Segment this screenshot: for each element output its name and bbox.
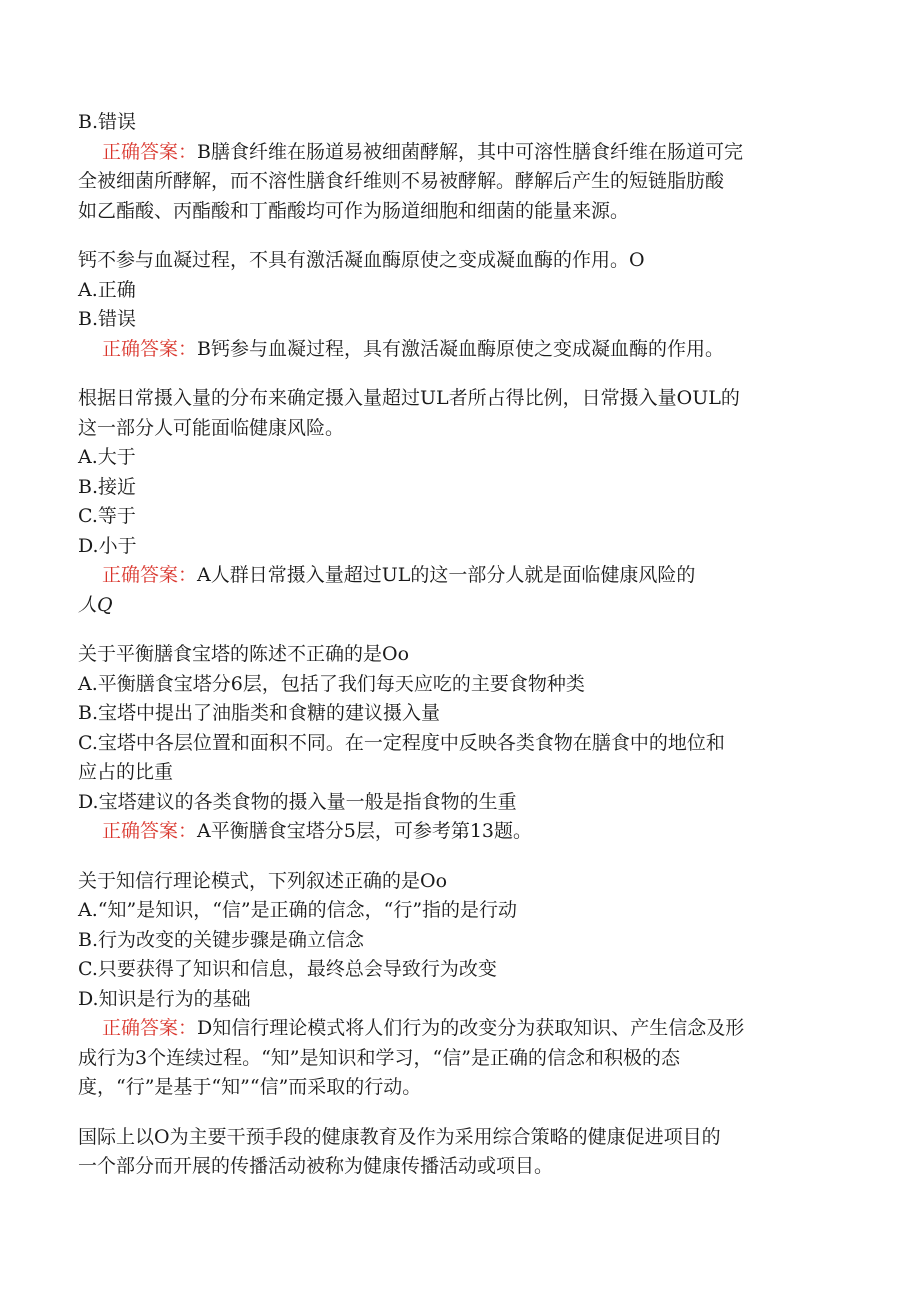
option-c-continued: 应占的比重 <box>78 761 174 783</box>
answer-label: 正确答案： <box>102 564 198 586</box>
option-a: A.大于 <box>78 446 136 468</box>
answer-text: A人群日常摄入量超过UL的这一部分人就是面临健康风险的 <box>197 564 696 586</box>
answer-line <box>78 561 838 591</box>
answer-text-continued: 成行为3个连续过程。“知”是知识和学习，“信”是正确的信念和积极的态 <box>78 1046 680 1069</box>
answer-text: B钙参与血凝过程，具有激活凝血酶原使之变成凝血酶的作用。 <box>197 337 724 360</box>
option-d: D.知识是行为的基础 <box>78 987 251 1010</box>
question-block-1 <box>78 108 838 226</box>
answer-text-continued: 人Q <box>78 593 113 616</box>
answer-label: 正确答案： <box>102 820 198 842</box>
question-text: 关于知信行理论模式，下列叙述正确的是Oo <box>78 869 448 892</box>
option-b: B.错误 <box>78 308 137 330</box>
option-b: B.行为改变的关键步骤是确立信念 <box>78 928 365 951</box>
option-b: B.接近 <box>78 475 137 498</box>
option-c: C.只要获得了知识和信息，最终总会导致行为改变 <box>78 958 497 980</box>
option-a: A.“知”是知识，“信”是正确的信念，“行”指的是行动 <box>78 899 518 921</box>
question-text: 钙不参与血凝过程，不具有激活凝血酶原使之变成凝血酶的作用。O <box>78 249 645 271</box>
question-block-6 <box>78 1123 838 1182</box>
option-d: D.小于 <box>78 534 137 557</box>
option-a: A.平衡膳食宝塔分6层，包括了我们每天应吃的主要食物种类 <box>78 672 585 695</box>
answer-text-continued: 度，“行”是基于“知”“信”而采取的行动。 <box>78 1076 422 1098</box>
question-block-3 <box>78 384 838 620</box>
answer-text: B膳食纤维在肠道易被细菌酵解，其中可溶性膳食纤维在肠道可完 <box>197 140 743 163</box>
question-block-2 <box>78 246 838 364</box>
option-c: C.等于 <box>78 505 136 527</box>
answer-text: A平衡膳食宝塔分5层，可参考第13题。 <box>197 820 533 842</box>
option-b: B.错误 <box>78 111 137 133</box>
answer-line <box>78 1014 838 1044</box>
question-text: 关于平衡膳食宝塔的陈述不正确的是Oo <box>78 643 410 665</box>
answer-label: 正确答案： <box>102 1017 198 1039</box>
answer-text-continued: 全被细菌所酵解，而不溶性膳食纤维则不易被酵解。酵解后产生的短链脂肪酸 <box>78 170 725 192</box>
answer-line <box>78 335 838 365</box>
exam-document <box>78 108 838 1182</box>
answer-label: 正确答案： <box>102 337 198 360</box>
answer-line <box>78 817 838 847</box>
option-d: D.宝塔建议的各类食物的摄入量一般是指食物的生重 <box>78 790 517 813</box>
answer-text: D知信行理论模式将人们行为的改变分为获取知识、产生信念及形 <box>197 1017 745 1039</box>
question-block-5 <box>78 867 838 1103</box>
question-block-4 <box>78 640 838 847</box>
option-b: B.宝塔中提出了油脂类和食糖的建议摄入量 <box>78 702 441 724</box>
answer-line <box>78 138 838 168</box>
question-text-continued: 这一部分人可能面临健康风险。 <box>78 416 345 439</box>
question-text: 根据日常摄入量的分布来确定摄入量超过UL者所占得比例，日常摄入量OUL的 <box>78 387 740 409</box>
question-text-continued: 一个部分而开展的传播活动被称为健康传播活动或项目。 <box>78 1155 554 1177</box>
option-c: C.宝塔中各层位置和面积不同。在一定程度中反映各类食物在膳食中的地位和 <box>78 731 725 754</box>
option-a: A.正确 <box>78 278 136 301</box>
question-text: 国际上以O为主要干预手段的健康教育及作为采用综合策略的健康促进项目的 <box>78 1125 721 1148</box>
answer-label: 正确答案： <box>102 140 198 163</box>
answer-text-continued: 如乙酯酸、丙酯酸和丁酯酸均可作为肠道细胞和细菌的能量来源。 <box>78 199 630 222</box>
